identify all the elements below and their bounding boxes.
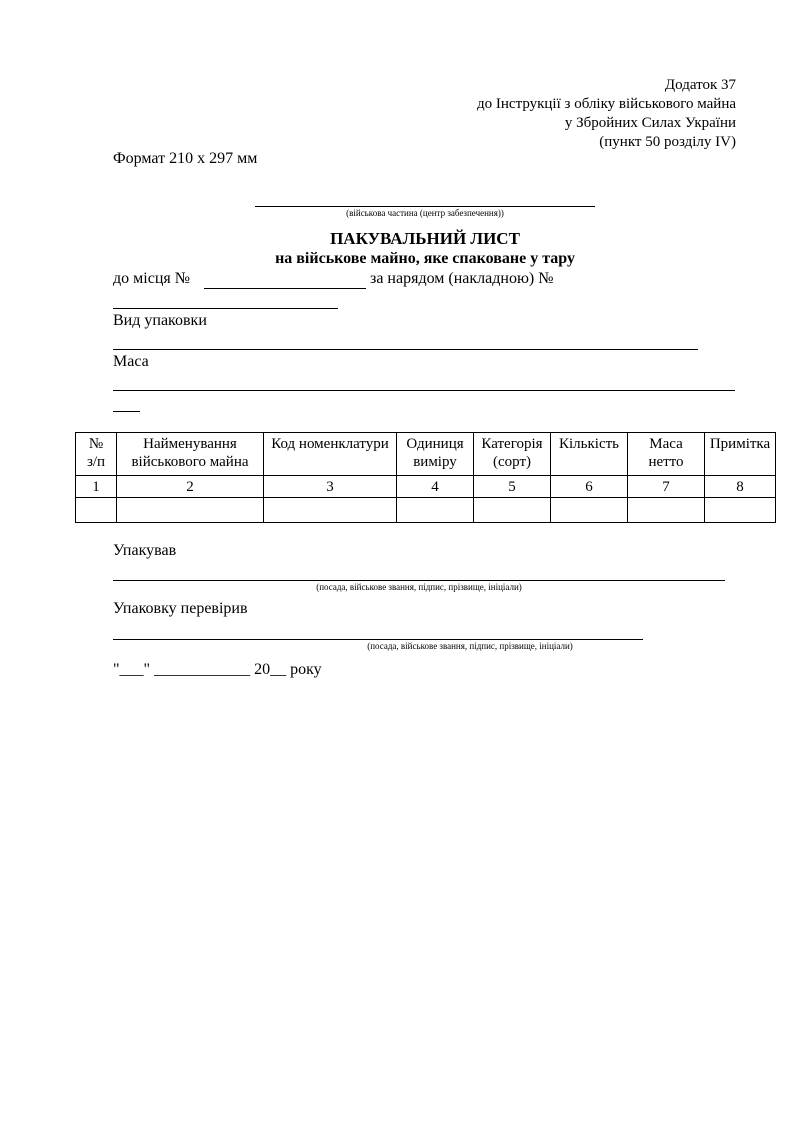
destination-prefix: до місця № [113,270,190,287]
column-header-note [705,433,776,476]
appendix-line-2: до Інструкції з обліку військового майна [477,96,736,112]
column-header-unit [397,433,474,476]
goods-table [75,432,776,523]
mass-field-continuation[interactable] [113,411,140,412]
column-number-cell: 3 [264,476,397,498]
table-cell[interactable] [76,498,117,523]
table-cell[interactable] [705,498,776,523]
column-number-cell: 8 [705,476,776,498]
column-number-cell: 5 [474,476,551,498]
header-text: Одиниця [406,436,464,452]
column-header-nomenclature-code [264,433,397,476]
packaging-type-field[interactable] [113,349,698,350]
checked-by-label: Упаковку перевірив [113,600,248,617]
military-unit-field[interactable] [255,206,595,207]
mass-field[interactable] [113,390,735,391]
header-text: Кількість [558,436,619,452]
table-cell[interactable] [117,498,264,523]
order-number-field[interactable] [113,308,338,309]
table-row [76,498,776,523]
header-text: з/п [86,454,106,470]
column-header-category [474,433,551,476]
checked-by-caption: (посада, військове звання, підпис, прізвище, ініціали) [367,641,573,651]
military-unit-caption: (військова частина (центр забезпечення)) [346,208,504,218]
header-text: виміру [413,454,457,470]
table-cell[interactable] [628,498,705,523]
packaging-type-label: Вид упаковки [113,312,207,329]
packed-by-field[interactable] [113,580,725,581]
column-header-quantity [551,433,628,476]
page-title: ПАКУВАЛЬНИЙ ЛИСТ [330,229,520,248]
header-text: військового майна [131,454,249,470]
header-text: нетто [648,454,684,470]
column-number-row [76,476,776,498]
column-number-cell: 7 [628,476,705,498]
header-text: (сорт) [492,454,531,470]
header-text: Найменування [143,436,237,452]
order-label: за нарядом (накладною) № [370,270,554,287]
packed-by-label: Упакував [113,542,177,559]
checked-by-field[interactable] [113,639,643,640]
header-text: № [88,436,104,452]
date-line[interactable]: "___" ____________ 20__ року [113,661,322,678]
appendix-line-1: Додаток 37 [664,77,736,93]
header-text: Примітка [709,436,771,452]
column-number-cell: 1 [76,476,117,498]
appendix-line-3: у Збройних Силах України [564,115,736,131]
column-number-cell: 4 [397,476,474,498]
header-text: Категорія [481,436,543,452]
column-header-number [76,433,117,476]
column-number-cell: 2 [117,476,264,498]
header-text: Код номенклатури [271,436,389,452]
column-header-item-name [117,433,264,476]
table-cell[interactable] [474,498,551,523]
table-cell[interactable] [264,498,397,523]
column-header-net-mass [628,433,705,476]
table-cell[interactable] [551,498,628,523]
format-label: Формат 210 х 297 мм [113,150,258,167]
column-number-cell: 6 [551,476,628,498]
mass-label: Маса [113,353,149,370]
page-subtitle: на військове майно, яке спаковане у тару [275,250,575,267]
destination-number-field[interactable] [204,288,366,289]
appendix-block [477,76,736,152]
packed-by-caption: (посада, військове звання, підпис, прізвище, ініціали) [316,582,522,592]
appendix-line-4: (пункт 50 розділу IV) [599,134,736,150]
table-cell[interactable] [397,498,474,523]
header-text: Маса [649,436,683,452]
table-header-row [76,433,776,476]
